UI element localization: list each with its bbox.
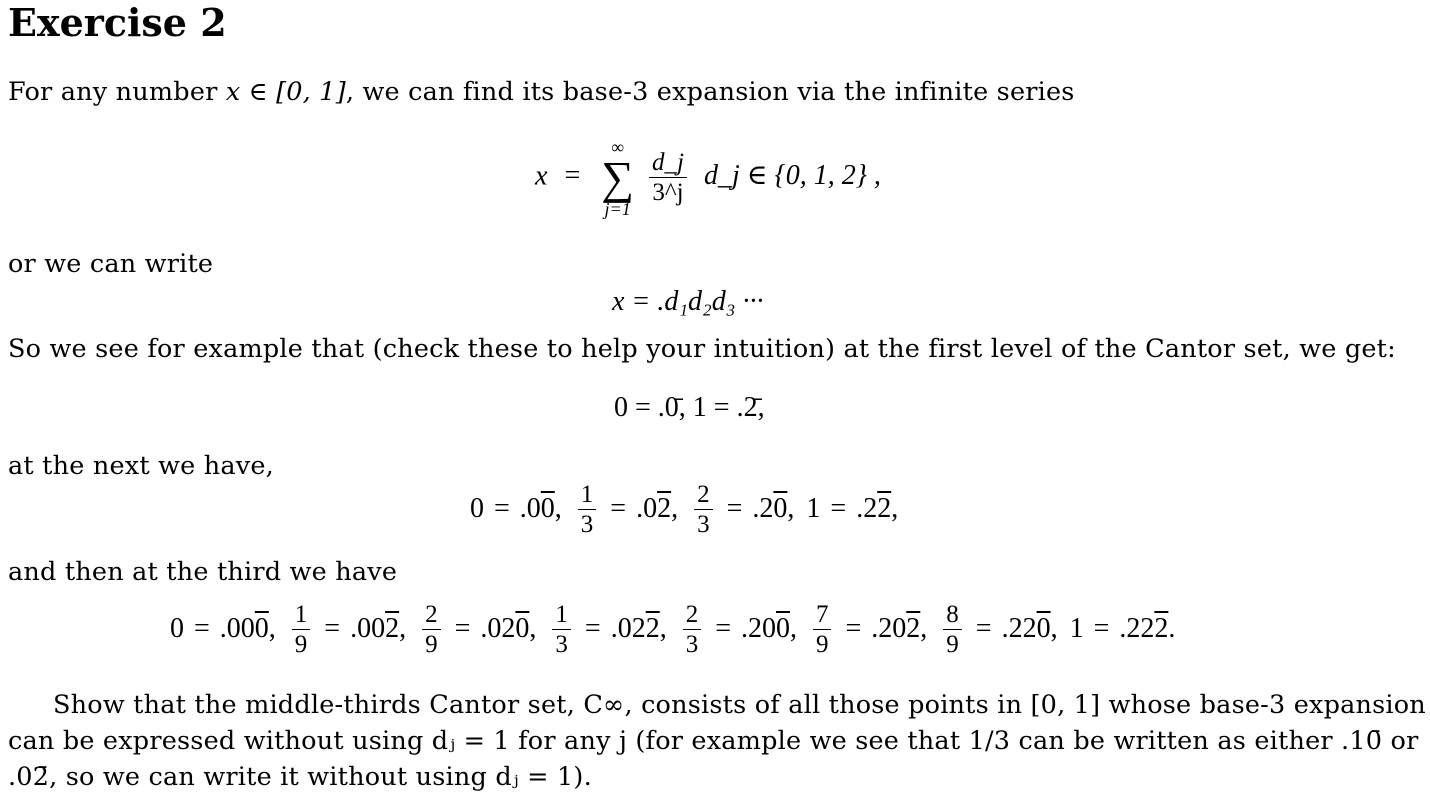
level2-lhs: 1 [806,492,821,524]
level3-fraction [552,602,571,659]
level3-term [679,601,797,659]
level2-equals: = [610,492,627,524]
level3-equals: = [845,612,862,644]
or-write-line: or we can write [8,249,214,279]
intro-after: , we can find its base-3 expansion via the infinite series [345,77,1075,107]
level3-term [939,601,1058,659]
level2-separator: , [891,492,899,524]
level3-rhs-repeating: 0 [1036,612,1051,644]
level3-rhs-repeating: 2 [385,612,400,644]
level3-fraction [943,602,962,659]
level3-separator: , [789,612,797,644]
level2-denominator: 3 [697,511,710,539]
show-that-line-3: .02̄, so we can write it without using dⱼ = 1). [8,762,592,792]
level3-denominator: 9 [946,631,959,659]
level3-numerator: 8 [943,602,962,630]
level3-rhs-digits: .20 [740,612,776,644]
intro-before: For any number [8,77,226,107]
level1-equation: 0 = .0̄, 1 = .2̄, [614,392,765,423]
level3-term [548,601,667,659]
level3-rhs-repeating: 2 [906,612,921,644]
series-numerator: d_j [649,150,687,178]
sum-operator [601,138,634,218]
series-equals: = [564,160,581,192]
next-have-line: at the next we have, [8,451,274,481]
level3-lhs: 1 [1069,612,1084,644]
level2-lhs: 0 [470,492,484,524]
level3-equation [170,602,1175,659]
exercise-title: Exercise 2 [8,0,227,45]
level2-rhs-digits: .2 [752,492,774,524]
level2-rhs-digits: .2 [856,492,878,524]
series-lhs: x [535,160,548,192]
level3-rhs-digits: .00 [219,612,255,644]
so-we-see-line: So we see for example that (check these to help your intuition) at the first level of the Cantor set, we get: [8,334,1396,364]
level3-equals: = [194,612,210,644]
level3-term [288,601,407,659]
level3-rhs-digits: .20 [871,612,907,644]
level2-term [806,493,898,524]
level3-denominator: 3 [555,631,568,659]
level2-equation [470,482,898,539]
level3-rhs-repeating: 2 [1154,612,1169,644]
level2-term [574,481,679,539]
level2-equals: = [830,492,847,524]
level3-equals: = [454,612,471,644]
third-have-line: and then at the third we have [8,557,398,587]
level3-separator: , [1050,612,1058,644]
level3-fraction [422,602,441,659]
level3-separator: , [920,612,928,644]
series-denominator: 3^j [652,178,684,206]
level2-rhs-digits: .0 [519,492,541,524]
level2-numerator: 1 [578,482,597,510]
level3-numerator: 1 [292,602,311,630]
level3-denominator: 9 [425,631,438,659]
level3-equals: = [1093,612,1110,644]
level3-lhs: 0 [170,612,184,644]
level3-denominator: 9 [815,631,829,659]
level2-rhs-repeating: 2 [657,492,672,524]
level2-rhs-digits: .0 [636,492,658,524]
level2-fraction [578,482,597,539]
level2-denominator: 3 [580,511,594,539]
level2-rhs-repeating: 0 [773,492,788,524]
level3-denominator: 9 [294,631,308,659]
level3-fraction [813,602,832,659]
level3-rhs-digits: .02 [480,612,516,644]
level2-term [690,481,795,539]
level2-equals: = [726,492,743,524]
level3-equals: = [975,612,992,644]
level3-separator: . [1168,612,1176,644]
level2-separator: , [787,492,795,524]
level3-equals: = [715,612,731,644]
level3-rhs-repeating: 0 [254,612,269,644]
level3-rhs-digits: .22 [1119,612,1155,644]
series-condition: d_j ∈ {0, 1, 2} , [703,160,881,192]
show-that-line-2: can be expressed without using dⱼ = 1 for any j (for example we see that 1/3 can be written as either .10̄ or [8,726,1419,756]
level3-numerator: 2 [422,602,441,630]
level2-numerator: 2 [694,482,713,510]
expansion-equation: x = .d₁d₂d₃ ··· [612,286,764,317]
level2-rhs-repeating: 2 [877,492,892,524]
level3-rhs-digits: .22 [1001,612,1037,644]
level2-rhs-repeating: 0 [540,492,555,524]
level3-term [809,601,928,659]
sum-upper-limit: ∞ [611,137,625,157]
level3-equals: = [324,612,341,644]
level3-numerator: 2 [683,602,702,630]
level2-equals: = [494,492,510,524]
level3-term [418,601,537,659]
level3-separator: , [659,612,667,644]
level3-numerator: 7 [813,602,832,630]
series-equation [535,138,881,218]
level3-denominator: 3 [685,631,699,659]
sum-lower-limit: j=1 [604,198,631,219]
sum-sigma: ∑ [601,152,635,203]
level3-separator: , [399,612,407,644]
level3-equals: = [584,612,601,644]
level3-separator: , [529,612,537,644]
intro-line [8,77,1075,107]
show-that-line-1: Show that the middle-thirds Cantor set, C∞, consists of all those points in [0, 1] whose base-3 expansion [53,690,1426,720]
level3-term [1070,613,1176,644]
level2-fraction [694,482,713,539]
level3-fraction [292,602,311,659]
level2-separator: , [671,492,679,524]
level3-rhs-digits: .02 [610,612,646,644]
level3-numerator: 1 [552,602,571,630]
level3-separator: , [268,612,276,644]
level3-fraction [683,602,702,659]
level2-separator: , [554,492,562,524]
level2-term [470,493,562,524]
level3-rhs-digits: .00 [350,612,386,644]
series-fraction [649,150,687,207]
level3-rhs-repeating: 2 [645,612,660,644]
level3-rhs-repeating: 0 [775,612,790,644]
intro-math: x ∈ [0, 1] [225,77,346,107]
level3-rhs-repeating: 0 [515,612,530,644]
level3-term [170,613,276,644]
